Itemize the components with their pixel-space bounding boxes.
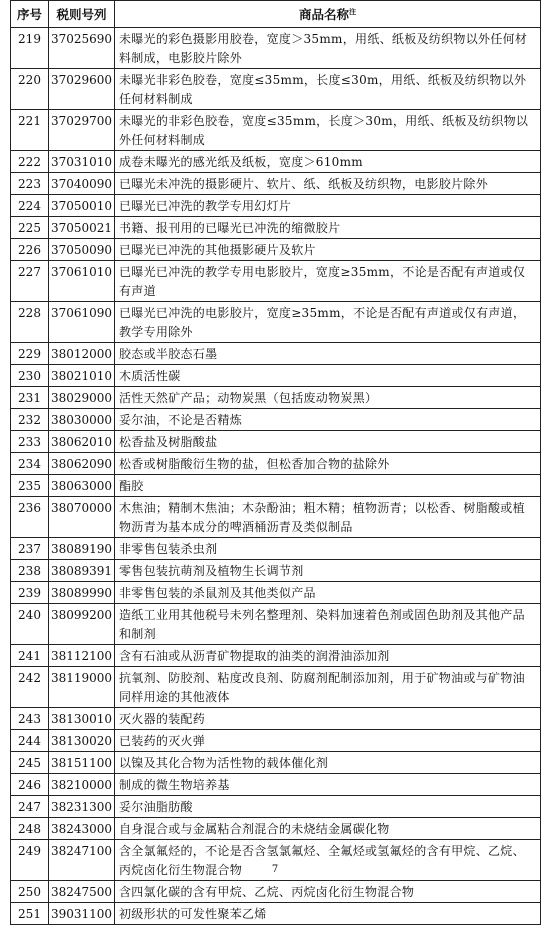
tariff-code: 37040090 xyxy=(49,173,115,195)
row-index: 224 xyxy=(11,195,49,217)
row-index: 240 xyxy=(11,604,49,645)
product-description: 妥尔油脂肪酸 xyxy=(115,796,541,818)
table-header-row xyxy=(11,1,541,28)
header-tariff-code: 税则号列 xyxy=(49,1,115,28)
product-description: 非零售包装的杀鼠剂及其他类似产品 xyxy=(115,582,541,604)
row-index: 244 xyxy=(11,730,49,752)
product-description: 已装药的灭火弹 xyxy=(115,730,541,752)
table-row xyxy=(11,28,541,69)
row-index: 235 xyxy=(11,475,49,497)
product-description: 灭火器的装配药 xyxy=(115,708,541,730)
product-description: 胶态或半胶态石墨 xyxy=(115,343,541,365)
row-index: 231 xyxy=(11,387,49,409)
tariff-code: 38210000 xyxy=(49,774,115,796)
tariff-code: 38231300 xyxy=(49,796,115,818)
row-index: 243 xyxy=(11,708,49,730)
tariff-code: 38243000 xyxy=(49,818,115,840)
table-row xyxy=(11,881,541,903)
row-index: 223 xyxy=(11,173,49,195)
tariff-code: 38130010 xyxy=(49,708,115,730)
product-description: 含有石油或从沥青矿物提取的油类的润滑油添加剂 xyxy=(115,645,541,667)
tariff-code: 37050090 xyxy=(49,239,115,261)
table-row xyxy=(11,302,541,343)
table-row xyxy=(11,774,541,796)
table-row xyxy=(11,796,541,818)
table-row xyxy=(11,708,541,730)
product-description: 已曝光已冲洗的教学专用幻灯片 xyxy=(115,195,541,217)
tariff-code: 38112100 xyxy=(49,645,115,667)
table-row xyxy=(11,903,541,925)
table-row xyxy=(11,560,541,582)
product-description: 制成的微生物培养基 xyxy=(115,774,541,796)
header-product-name xyxy=(115,1,541,28)
product-description: 未曝光的非彩色胶卷，宽度≤35mm，长度＞30m，用纸、纸板及纺织物以外任何材料制成 xyxy=(115,110,541,151)
header-note-mark: 注 xyxy=(349,6,356,16)
table-row xyxy=(11,818,541,840)
table-row xyxy=(11,752,541,774)
table-row xyxy=(11,239,541,261)
row-index: 246 xyxy=(11,774,49,796)
product-description: 已曝光已冲洗的电影胶片，宽度≥35mm，不论是否配有声道或仅有声道，教学专用除外 xyxy=(115,302,541,343)
product-description: 自身混合或与金属粘合剂混合的未烧结金属碳化物 xyxy=(115,818,541,840)
product-description: 木焦油；精制木焦油；木杂酚油；粗木精；植物沥青；以松香、树脂酸或植物沥青为基本成分的啤酒桶沥青及类似制品 xyxy=(115,497,541,538)
row-index: 237 xyxy=(11,538,49,560)
row-index: 239 xyxy=(11,582,49,604)
table-row xyxy=(11,645,541,667)
tariff-code: 38062090 xyxy=(49,453,115,475)
row-index: 242 xyxy=(11,667,49,708)
product-description: 酯胶 xyxy=(115,475,541,497)
table-row xyxy=(11,217,541,239)
row-index: 251 xyxy=(11,903,49,925)
tariff-code: 37061090 xyxy=(49,302,115,343)
product-description: 含四氯化碳的含有甲烷、乙烷、丙烷卤化衍生物混合物 xyxy=(115,881,541,903)
row-index: 248 xyxy=(11,818,49,840)
row-index: 247 xyxy=(11,796,49,818)
product-description: 已曝光已冲洗的其他摄影硬片及软片 xyxy=(115,239,541,261)
table-row xyxy=(11,151,541,173)
tariff-table xyxy=(10,0,541,925)
table-row xyxy=(11,173,541,195)
row-index: 228 xyxy=(11,302,49,343)
tariff-code: 37061010 xyxy=(49,261,115,302)
row-index: 250 xyxy=(11,881,49,903)
product-description: 木质活性碳 xyxy=(115,365,541,387)
product-description: 未曝光非彩色胶卷，宽度≤35mm，长度≤30m，用纸、纸板及纺织物以外任何材料制成 xyxy=(115,69,541,110)
product-description: 已曝光未冲洗的摄影硬片、软片、纸、纸板及纺织物，电影胶片除外 xyxy=(115,173,541,195)
tariff-code: 38099200 xyxy=(49,604,115,645)
tariff-code: 38070000 xyxy=(49,497,115,538)
product-description: 书籍、报刊用的已曝光已冲洗的缩微胶片 xyxy=(115,217,541,239)
row-index: 226 xyxy=(11,239,49,261)
row-index: 241 xyxy=(11,645,49,667)
row-index: 238 xyxy=(11,560,49,582)
product-description: 非零售包装杀虫剂 xyxy=(115,538,541,560)
table-row xyxy=(11,730,541,752)
table-row xyxy=(11,387,541,409)
tariff-code: 37029700 xyxy=(49,110,115,151)
tariff-code: 38089990 xyxy=(49,582,115,604)
table-row xyxy=(11,453,541,475)
row-index: 221 xyxy=(11,110,49,151)
row-index: 222 xyxy=(11,151,49,173)
product-description: 松香或树脂酸衍生物的盐，但松香加合物的盐除外 xyxy=(115,453,541,475)
tariff-code: 37025690 xyxy=(49,28,115,69)
product-description: 造纸工业用其他税号未列名整理剂、染料加速着色剂或固色助剂及其他产品和制剂 xyxy=(115,604,541,645)
row-index: 232 xyxy=(11,409,49,431)
tariff-code: 38089391 xyxy=(49,560,115,582)
row-index: 220 xyxy=(11,69,49,110)
table-row xyxy=(11,195,541,217)
table-row xyxy=(11,365,541,387)
table-row xyxy=(11,409,541,431)
tariff-code: 38130020 xyxy=(49,730,115,752)
table-row xyxy=(11,667,541,708)
table-row xyxy=(11,343,541,365)
page-number: 7 xyxy=(271,864,279,875)
product-description: 抗氧剂、防胶剂、粘度改良剂、防腐剂配制添加剂，用于矿物油或与矿物油同样用途的其他液体 xyxy=(115,667,541,708)
tariff-code: 39031100 xyxy=(49,903,115,925)
product-description: 初级形状的可发性聚苯乙烯 xyxy=(115,903,541,925)
tariff-code: 38247500 xyxy=(49,881,115,903)
tariff-code: 37029600 xyxy=(49,69,115,110)
row-index: 229 xyxy=(11,343,49,365)
tariff-code: 38063000 xyxy=(49,475,115,497)
row-index: 236 xyxy=(11,497,49,538)
row-index: 230 xyxy=(11,365,49,387)
product-description: 以镍及其化合物为活性物的载体催化剂 xyxy=(115,752,541,774)
tariff-code: 37050010 xyxy=(49,195,115,217)
tariff-code: 38012000 xyxy=(49,343,115,365)
product-description: 含全氯氟烃的，不论是否含氢氯氟烃、全氟烃或氢氟烃的含有甲烷、乙烷、丙烷卤化衍生物混合物 xyxy=(115,840,541,881)
product-description: 妥尔油，不论是否精炼 xyxy=(115,409,541,431)
table-row xyxy=(11,475,541,497)
table-row xyxy=(11,110,541,151)
table-row xyxy=(11,538,541,560)
table-row xyxy=(11,261,541,302)
tariff-code: 38029000 xyxy=(49,387,115,409)
row-index: 234 xyxy=(11,453,49,475)
row-index: 219 xyxy=(11,28,49,69)
product-description: 成卷未曝光的感光纸及纸板，宽度＞610mm xyxy=(115,151,541,173)
product-description: 零售包装抗萌剂及植物生长调节剂 xyxy=(115,560,541,582)
table-row xyxy=(11,582,541,604)
tariff-code: 38062010 xyxy=(49,431,115,453)
tariff-code: 37050021 xyxy=(49,217,115,239)
table-body xyxy=(11,28,541,925)
table-row xyxy=(11,497,541,538)
product-description: 已曝光已冲洗的教学专用电影胶片，宽度≥35mm，不论是否配有声道或仅有声道 xyxy=(115,261,541,302)
row-index: 227 xyxy=(11,261,49,302)
row-index: 233 xyxy=(11,431,49,453)
header-product-name-text: 商品名称 xyxy=(298,7,349,22)
tariff-code: 38030000 xyxy=(49,409,115,431)
tariff-code: 38119000 xyxy=(49,667,115,708)
header-index: 序号 xyxy=(11,1,49,28)
product-description: 活性天然矿产品；动物炭黑（包括废动物炭黑） xyxy=(115,387,541,409)
product-description: 松香盐及树脂酸盐 xyxy=(115,431,541,453)
row-index: 225 xyxy=(11,217,49,239)
tariff-code: 38021010 xyxy=(49,365,115,387)
tariff-code: 38247100 xyxy=(49,840,115,881)
table-row xyxy=(11,604,541,645)
product-description: 未曝光的彩色摄影用胶卷，宽度＞35mm，用纸、纸板及纺织物以外任何材料制成，电影胶片除外 xyxy=(115,28,541,69)
tariff-code: 37031010 xyxy=(49,151,115,173)
row-index: 249 xyxy=(11,840,49,881)
table-row xyxy=(11,431,541,453)
tariff-code: 38089190 xyxy=(49,538,115,560)
row-index: 245 xyxy=(11,752,49,774)
table-row xyxy=(11,69,541,110)
tariff-code: 38151100 xyxy=(49,752,115,774)
